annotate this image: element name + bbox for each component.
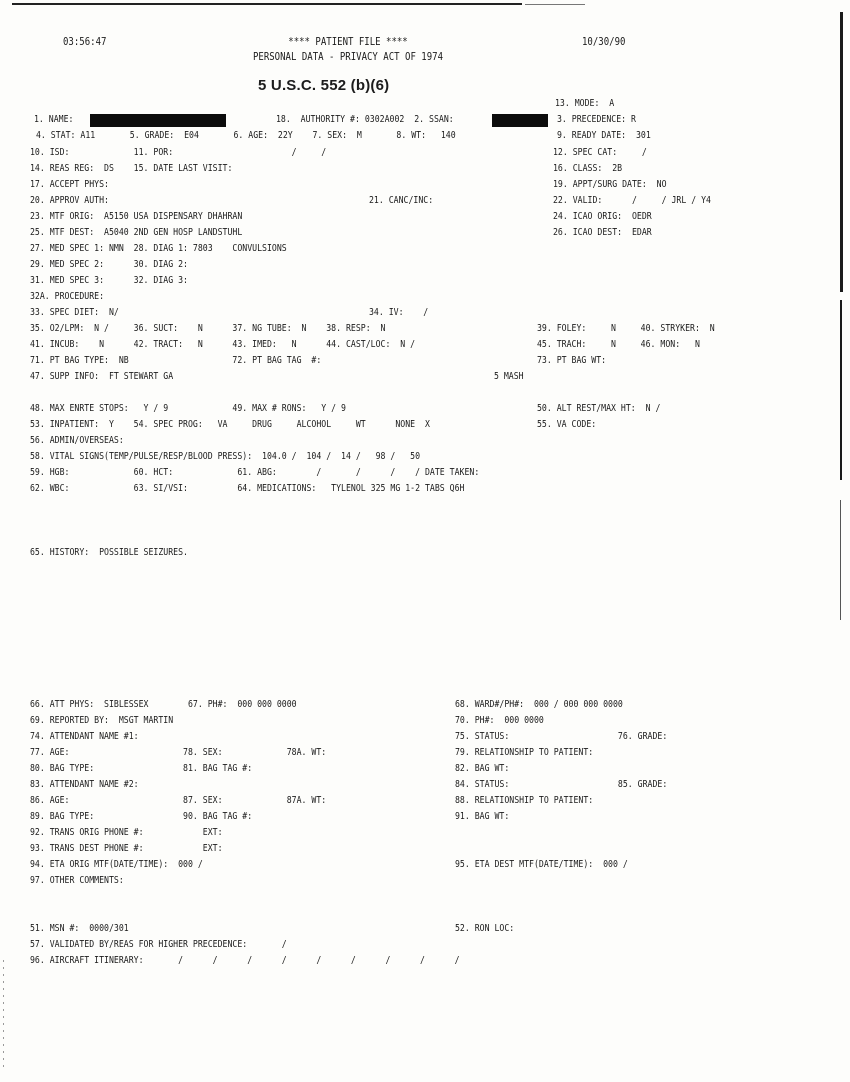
form-line: 55. VA CODE: [537, 419, 597, 430]
form-line: 34. IV: / [369, 307, 429, 318]
form-line: 69. REPORTED BY: MSGT MARTIN [30, 715, 174, 726]
form-line: 4. STAT: A11 5. GRADE: E04 6. AGE: 22Y 7. SEX: M 8. WT: 140 [36, 130, 456, 141]
page-edge [840, 500, 841, 620]
form-line: 41. INCUB: N 42. TRACT: N 43. IMED: N 44. CAST/LOC: N / [30, 339, 416, 350]
form-line: 88. RELATIONSHIP TO PATIENT: [455, 795, 594, 806]
form-line: 47. SUPP INFO: FT STEWART GA [30, 371, 174, 382]
form-line: 26. ICAO DEST: EDAR [553, 227, 652, 238]
form-line: 5 MASH [494, 371, 524, 382]
page-edge [840, 300, 842, 480]
page-edge [840, 12, 843, 292]
form-line: 94. ETA ORIG MTF(DATE/TIME): 000 / [30, 859, 203, 870]
form-line: 51. MSN #: 0000/301 [30, 923, 129, 934]
form-line: 93. TRANS DEST PHONE #: EXT: [30, 843, 223, 854]
form-line: 96. AIRCRAFT ITINERARY: / / / / / / / / / [30, 955, 460, 966]
form-line: 10. ISD: 11. POR: / / [30, 147, 327, 158]
form-line: 79. RELATIONSHIP TO PATIENT: [455, 747, 594, 758]
form-line: 39. FOLEY: N 40. STRYKER: N [537, 323, 715, 334]
form-line: 19. APPT/SURG DATE: NO [553, 179, 667, 190]
form-line: 18. AUTHORITY #: 0302A002 2. SSAN: [276, 114, 454, 125]
form-line: 22. VALID: / / JRL / Y4 [553, 195, 711, 206]
form-line: 3. PRECEDENCE: R [557, 114, 636, 125]
form-line: 20. APPROV AUTH: [30, 195, 109, 206]
form-line: 97. OTHER COMMENTS: [30, 875, 124, 886]
form-line: 23. MTF ORIG: A5150 USA DISPENSARY DHAHRAN [30, 211, 243, 222]
form-line: 82. BAG WT: [455, 763, 510, 774]
form-line: 9. READY DATE: 301 [557, 130, 651, 141]
foia-exemption-stamp: 5 U.S.C. 552 (b)(6) [258, 77, 390, 94]
print-date: 10/30/90 [582, 35, 626, 48]
top-rule [12, 3, 522, 5]
form-line: 91. BAG WT: [455, 811, 510, 822]
name-redaction [90, 114, 226, 127]
scan-artifact [3, 960, 4, 1070]
form-line: 1. NAME: [34, 114, 74, 125]
form-line: 80. BAG TYPE: 81. BAG TAG #: [30, 763, 253, 774]
form-line: 14. REAS REG: DS 15. DATE LAST VISIT: [30, 163, 233, 174]
form-line: 57. VALIDATED BY/REAS FOR HIGHER PRECEDENCE: / [30, 939, 287, 950]
form-line: 66. ATT PHYS: SIBLESSEX 67. PH#: 000 000 0000 [30, 699, 297, 710]
form-line: 33. SPEC DIET: N/ [30, 307, 119, 318]
form-line: 25. MTF DEST: A5040 2ND GEN HOSP LANDSTUHL [30, 227, 243, 238]
form-line: 29. MED SPEC 2: 30. DIAG 2: [30, 259, 188, 270]
form-line: 16. CLASS: 2B [553, 163, 623, 174]
form-line: 71. PT BAG TYPE: NB 72. PT BAG TAG #: [30, 355, 322, 366]
form-line: 84. STATUS: 85. GRADE: [455, 779, 668, 790]
form-line: 77. AGE: 78. SEX: 78A. WT: [30, 747, 327, 758]
form-line: 24. ICAO ORIG: OEDR [553, 211, 652, 222]
form-line: 52. RON LOC: [455, 923, 515, 934]
top-rule-short [525, 4, 585, 5]
document-subtitle: PERSONAL DATA - PRIVACY ACT OF 1974 [252, 50, 444, 63]
form-line: 86. AGE: 87. SEX: 87A. WT: [30, 795, 327, 806]
form-line: 83. ATTENDANT NAME #2: [30, 779, 139, 790]
form-line: 92. TRANS ORIG PHONE #: EXT: [30, 827, 223, 838]
document-title: **** PATIENT FILE **** [288, 35, 408, 48]
form-line: 27. MED SPEC 1: NMN 28. DIAG 1: 7803 CONVULSIONS [30, 243, 287, 254]
form-line: 74. ATTENDANT NAME #1: [30, 731, 139, 742]
form-line: 62. WBC: 63. SI/VSI: 64. MEDICATIONS: TYLENOL 325 MG 1-2 TABS Q6H [30, 483, 465, 494]
form-line: 12. SPEC CAT: / [553, 147, 647, 158]
form-line: 53. INPATIENT: Y 54. SPEC PROG: VA DRUG ALCOHOL WT NONE X [30, 419, 430, 430]
form-line: 65. HISTORY: POSSIBLE SEIZURES. [30, 547, 188, 558]
form-line: 89. BAG TYPE: 90. BAG TAG #: [30, 811, 253, 822]
form-line: 75. STATUS: 76. GRADE: [455, 731, 668, 742]
form-line: 73. PT BAG WT: [537, 355, 607, 366]
form-line: 45. TRACH: N 46. MON: N [537, 339, 700, 350]
form-line: 31. MED SPEC 3: 32. DIAG 3: [30, 275, 188, 286]
form-line: 35. O2/LPM: N / 36. SUCT: N 37. NG TUBE: N 38. RESP: N [30, 323, 386, 334]
form-line: 58. VITAL SIGNS(TEMP/PULSE/RESP/BLOOD PRESS): 104.0 / 104 / 14 / 98 / 50 [30, 451, 421, 462]
form-line: 56. ADMIN/OVERSEAS: [30, 435, 124, 446]
form-line: 32A. PROCEDURE: [30, 291, 105, 302]
form-line: 21. CANC/INC: [369, 195, 434, 206]
form-line: 17. ACCEPT PHYS: [30, 179, 109, 190]
form-line: 13. MODE: A [555, 98, 615, 109]
ssan-redaction [492, 114, 548, 127]
form-line: 95. ETA DEST MTF(DATE/TIME): 000 / [455, 859, 628, 870]
form-line: 59. HGB: 60. HCT: 61. ABG: / / / / DATE TAKEN: [30, 467, 480, 478]
form-line: 50. ALT REST/MAX HT: N / [537, 403, 661, 414]
form-line: 68. WARD#/PH#: 000 / 000 000 0000 [455, 699, 623, 710]
form-line: 48. MAX ENRTE STOPS: Y / 9 49. MAX # RONS: Y / 9 [30, 403, 346, 414]
print-time: 03:56:47 [63, 35, 107, 48]
form-line: 70. PH#: 000 0000 [455, 715, 544, 726]
